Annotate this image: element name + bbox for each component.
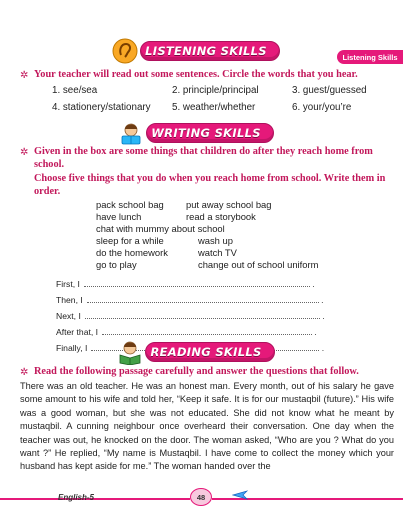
- section-tag: Listening Skills: [337, 50, 403, 64]
- footer-rule: [0, 498, 190, 500]
- option: 6. your/you’re: [292, 102, 352, 113]
- writing-child-icon: [118, 120, 144, 146]
- box-item: read a storybook: [186, 211, 256, 222]
- box-item: change out of school uniform: [198, 259, 319, 270]
- reading-passage: There was an old teacher. He was an honest man. Every month, out of his salary he gave some amount to his wife and told her, “Keep it safe. It is for our mustaqbil (future).” His wife was a good woman, but she was not educated. She did not know what he meant by mustaqbil. A cunning neighbour once overheard their conversation. One day when the teacher was out, he knocked on the door. The woman asked, “Who are you ? What do you want ?” He replied, “My name is Mustaqbil. I have come to collect the money which your husband has kept aside for me.” The woman handed over the: [20, 381, 394, 472]
- box-item: do the homework: [96, 247, 168, 258]
- box-item: wash up: [198, 235, 233, 246]
- star-icon: ✲: [20, 147, 29, 158]
- airplane-icon: [232, 489, 248, 501]
- option: 2. principle/principal: [172, 85, 259, 96]
- reading-child-icon: [117, 339, 143, 365]
- option: 5. weather/whether: [172, 102, 256, 113]
- box-item: sleep for a while: [96, 235, 164, 246]
- box-item: watch TV: [198, 247, 237, 258]
- writing-instruction-1: Given in the box are some things that children do after they reach home from school.: [34, 146, 373, 171]
- writing-line[interactable]: Finally, I .: [56, 343, 325, 353]
- box-item: have lunch: [96, 211, 142, 222]
- box-item: pack school bag: [96, 199, 164, 210]
- writing-line[interactable]: First, I .: [56, 279, 315, 289]
- book-title: English-5: [58, 493, 95, 502]
- reading-skills-banner: READING SKILLS: [135, 341, 275, 363]
- page-number: 48: [190, 488, 212, 506]
- box-item: go to play: [96, 259, 137, 270]
- writing-instruction-2: Choose five things that you do when you reach home from school. Write them in order.: [34, 173, 386, 198]
- box-item: chat with mummy about school: [96, 223, 225, 234]
- writing-skills-banner: WRITING SKILLS: [135, 122, 275, 144]
- box-item: put away school bag: [186, 199, 272, 210]
- star-icon: ✲: [20, 70, 29, 81]
- ear-icon: [112, 38, 138, 64]
- listening-skills-banner: LISTENING SKILLS: [130, 40, 280, 62]
- writing-line[interactable]: Then, I .: [56, 295, 324, 305]
- star-icon: ✲: [20, 367, 29, 378]
- option: 1. see/sea: [52, 85, 98, 96]
- writing-line[interactable]: After that, I .: [56, 327, 317, 337]
- listening-instruction: Your teacher will read out some sentences. Circle the words that you hear.: [34, 69, 358, 80]
- option: 4. stationery/stationary: [52, 102, 151, 113]
- writing-line[interactable]: Next, I .: [56, 311, 325, 321]
- option: 3. guest/guessed: [292, 85, 367, 96]
- reading-instruction: Read the following passage carefully and answer the questions that follow.: [34, 366, 359, 377]
